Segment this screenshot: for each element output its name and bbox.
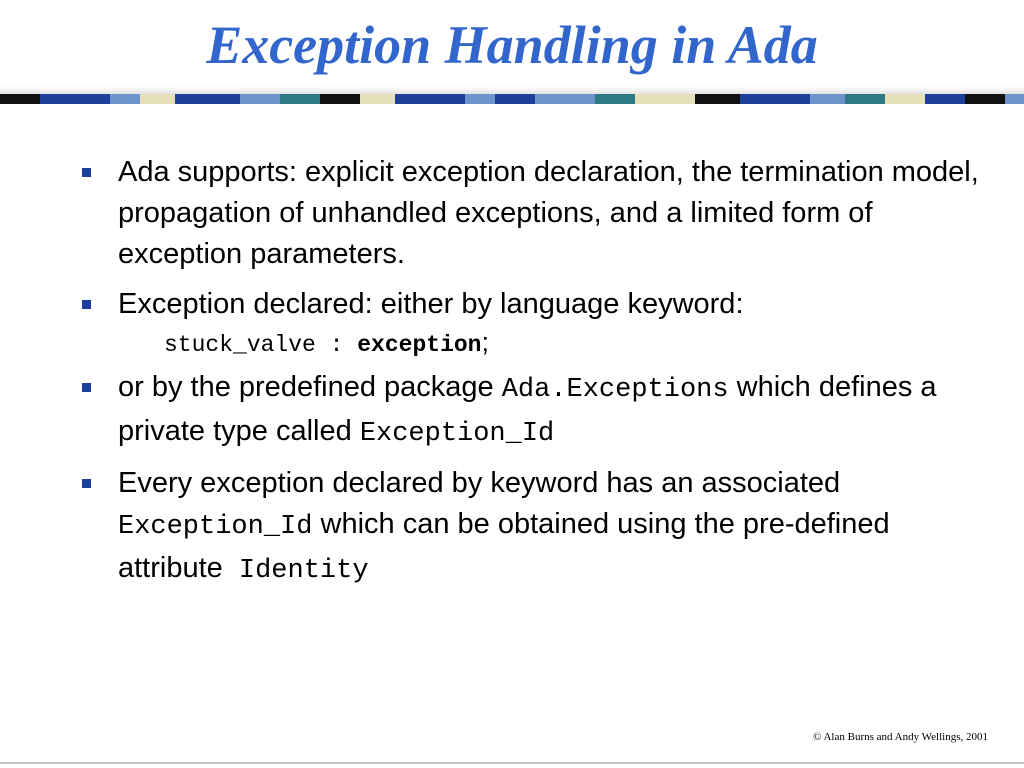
title-divider-stripe <box>0 94 1024 104</box>
title-divider-shadow <box>0 86 1024 94</box>
bullet-item <box>82 152 982 275</box>
code-inline: Ada.Exceptions <box>501 375 729 405</box>
code-semicolon: ; <box>481 327 489 357</box>
bullet-item <box>82 463 982 592</box>
bullet-item <box>82 284 982 325</box>
code-colon: : <box>315 332 358 358</box>
bullet-text: Every exception declared by keyword has an associated Exception_Id which can be obtained using the pre-defined attribute Identity <box>118 467 898 586</box>
code-identifier: stuck_valve <box>164 332 316 358</box>
code-example <box>82 325 982 362</box>
bottom-rule <box>0 762 1024 764</box>
bullet-text: Exception declared: either by language keyword: <box>118 288 744 320</box>
code-inline: Exception_Id <box>359 419 555 449</box>
bullet-text: Ada supports: explicit exception declaration, the termination model, propagation of unhandled exceptions, and a limited form of exception parameters. <box>118 156 979 270</box>
code-inline: Identity <box>238 556 369 586</box>
code-inline: Exception_Id <box>118 512 313 542</box>
bullet-item <box>82 367 982 455</box>
bullet-text: or by the predefined package Ada.Exceptions which defines a private type called Exception_Id <box>118 371 953 449</box>
square-bullet-icon <box>82 300 91 309</box>
code-keyword: exception <box>357 332 482 358</box>
square-bullet-icon <box>82 383 91 392</box>
copyright-footer: © Alan Burns and Andy Wellings, 2001 <box>812 731 988 743</box>
slide-title: Exception Handling in Ada <box>206 15 818 75</box>
square-bullet-icon <box>82 479 91 488</box>
square-bullet-icon <box>82 168 91 177</box>
bullet-list <box>82 152 982 592</box>
